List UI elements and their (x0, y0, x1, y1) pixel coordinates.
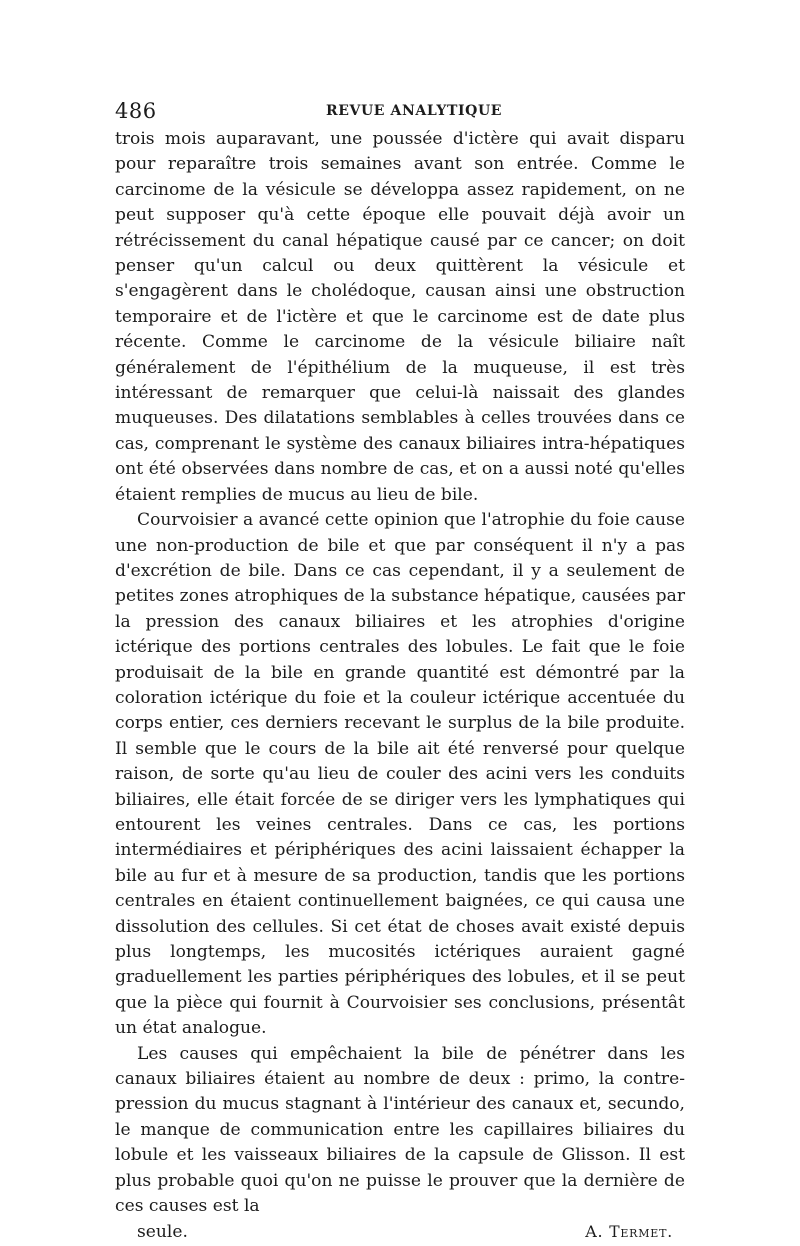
signature-initial: A. (585, 1222, 604, 1242)
page (115, 95, 685, 1246)
paragraph-3: Les causes qui empêchaient la bile de pénétrer dans les canaux biliaires étaient au nombre de deux : primo, la contre-pression du mucus stagnant à l'intérieur des canaux et, secundo, le manque de communication entre les capillaires biliaires du lobule et les vaisseaux biliaires de la capsule de Glisson. Il est plus probable quoi qu'on ne puisse le prouver que la dernière de ces causes est la (115, 1043, 685, 1217)
closing-line (115, 1219, 685, 1245)
page-number: 486 (115, 99, 157, 123)
signature-name: Termet. (609, 1223, 673, 1242)
final-word: seule. (137, 1222, 188, 1243)
running-title: REVUE ANALYTIQUE (326, 103, 503, 119)
paragraph-2: Courvoisier a avancé cette opinion que l'atrophie du foie cause une non-production de bile et que par conséquent il n'y a pas d'excrétion de bile. Dans ce cas cependant, il y a seulement de petites zones atrophiques de la substance hépatique, causées par la pression des canaux biliaires et les atrophies d'origine ictérique des portions centrales des lobules. Le fait que le foie produisait de la bile en grande quantité est démontré par la coloration ictérique du foie et la couleur ictérique accentuée du corps entier, ces derniers recevant le surplus de la bile produite. Il semble que le cours de la bile ait été renversé pour quelque raison, de sorte qu'au lieu de couler des acini vers les conduits biliaires, elle était forcée de se diriger vers les lymphatiques qui entourent les veines centrales. Dans ce cas, les portions intermédiaires et périphériques des acini laissaient échapper la bile au fur et à mesure de sa production, tandis que les portions centrales en étaient continuellement baignées, ce qui causa une dissolution des cellules. Si cet état de choses avait existé depuis plus longtemps, les mucosités ictériques auraient gagné graduellement les parties périphériques des lobules, et il se peut que la pièce qui fournit à Courvoisier ses conclusions, présentât un état analogue. (115, 510, 685, 1039)
page-header (115, 95, 685, 129)
paragraph-1: trois mois auparavant, une poussée d'ictère qui avait disparu pour reparaître trois semaines avant son entrée. Comme le carcinome de la vésicule se développa assez rapidement, on ne peut supposer qu'à cette époque elle pouvait déjà avoir un rétrécissement du canal hépatique causé par ce cancer; on doit penser qu'un calcul ou deux quittèrent la vésicule et s'engagèrent dans le cholédoque, causan ainsi une obstruction temporaire et de l'ictère et que le carcinome est de date plus récente. Comme le carcinome de la vésicule biliaire naît généralement de l'épithélium de la muqueuse, il est très intéressant de remarquer que celui-là naissait des glandes muqueuses. Des dilatations semblables à celles trouvées dans ce cas, comprenant le système des canaux biliaires intra-hépatiques ont été observées dans nombre de cas, et on a aussi noté qu'elles étaient remplies de mucus au lieu de bile. (115, 129, 685, 505)
author-signature (563, 1219, 685, 1245)
article-body (115, 127, 685, 1246)
